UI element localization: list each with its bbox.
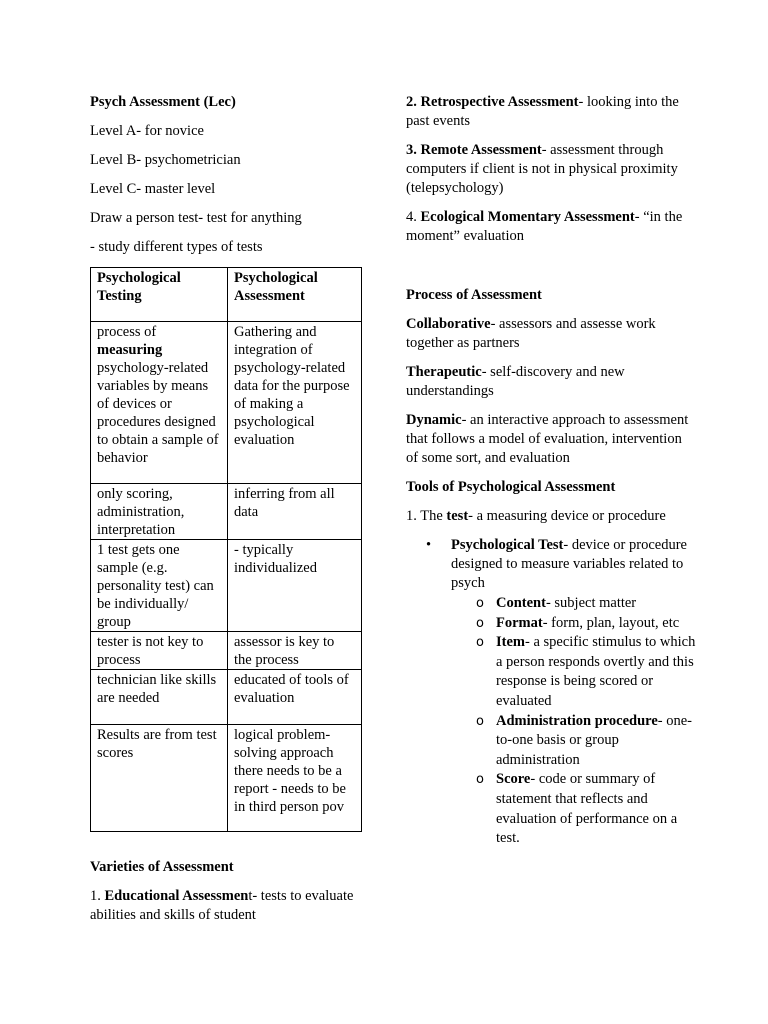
table-cell: technician like skills are needed [91,670,228,725]
list-item: o Score- code or summary of statement that reflects and evaluation of performance on a test. [476,771,678,847]
process-collaborative: Collaborative- assessors and assesse work together as partners [406,316,656,351]
variety-1: 1. Educational Assessment- tests to evaluate abilities and skills of student [90,888,354,923]
header-assessment: Psychological Assessment [228,268,362,322]
tools-heading: Tools of Psychological Assessment [406,479,616,495]
study-note: - study different types of tests [90,239,263,255]
bullet-icon: • [426,537,432,553]
varieties-heading: Varieties of Assessment [90,859,234,875]
table-cell: assessor is key to the process [228,632,362,670]
table-row [91,725,362,832]
level-a: Level A- for novice [90,123,204,139]
draw-note: Draw a person test- test for anything [90,210,302,226]
list-item: o Administration procedure- one-to-one basis or group administration [476,712,693,768]
table-cell: only scoring, administration, interpretation [91,484,228,540]
table-row [91,632,362,670]
table-cell: inferring from all data [228,484,362,540]
process-therapeutic: Therapeutic- self-discovery and new understandings [406,364,625,399]
circle-bullet-icon: o [476,615,484,631]
table-row [91,670,362,725]
tool-1: 1. The test- a measuring device or procedure [406,508,666,524]
variety-2: 2. Retrospective Assessment- looking into the past events [406,94,679,129]
table-cell: tester is not key to process [91,632,228,670]
variety-3: 3. Remote Assessment- assessment through computers if client is not in physical proximity (telepsychology) [406,142,678,196]
circle-bullet-icon: o [476,713,484,729]
table-cell: Gathering and integration of psychology-related data for the purpose of making a psychological evaluation [228,322,362,484]
list-item: • Psychological Test- device or procedure designed to measure variables related to psych [426,537,687,591]
right-column [406,93,696,849]
table-cell: logical problem-solving approach there needs to be a report - needs to be in third person pov [228,725,362,832]
table-cell: 1 test gets one sample (e.g. personality test) can be individually/ group [91,540,228,632]
page-title: Psych Assessment (Lec) [90,94,236,110]
process-dynamic: Dynamic- an interactive approach to assessment that follows a model of evaluation, intervention of some sort, and evaluation [406,412,689,466]
list-item: o Item- a specific stimulus to which a person responds overtly and this response is being scored or evaluated [476,634,696,709]
left-column [90,93,370,935]
level-b: Level B- psychometrician [90,152,241,168]
circle-bullet-icon: o [476,772,484,788]
table-cell: - typically individualized [228,540,362,632]
table-cell: process of measuring psychology-related variables by means of devices or procedures designed to obtain a sample of behavior [91,322,228,484]
table-row [91,322,362,484]
header-testing: Psychological Testing [91,268,228,322]
list-item: o Content- subject matter [406,594,696,614]
process-heading: Process of Assessment [406,287,542,303]
comparison-table [90,267,362,832]
table-cell: Results are from test scores [91,725,228,832]
variety-4: 4. Ecological Momentary Assessment- “in the moment” evaluation [406,209,683,244]
circle-bullet-icon: o [476,635,484,651]
level-c: Level C- master level [90,181,216,197]
circle-bullet-icon: o [476,596,484,611]
table-row [91,540,362,632]
table-header-row [91,268,362,322]
table-cell: educated of tools of evaluation [228,670,362,725]
table-row [91,484,362,540]
list-item: o Format- form, plan, layout, etc [406,614,696,634]
